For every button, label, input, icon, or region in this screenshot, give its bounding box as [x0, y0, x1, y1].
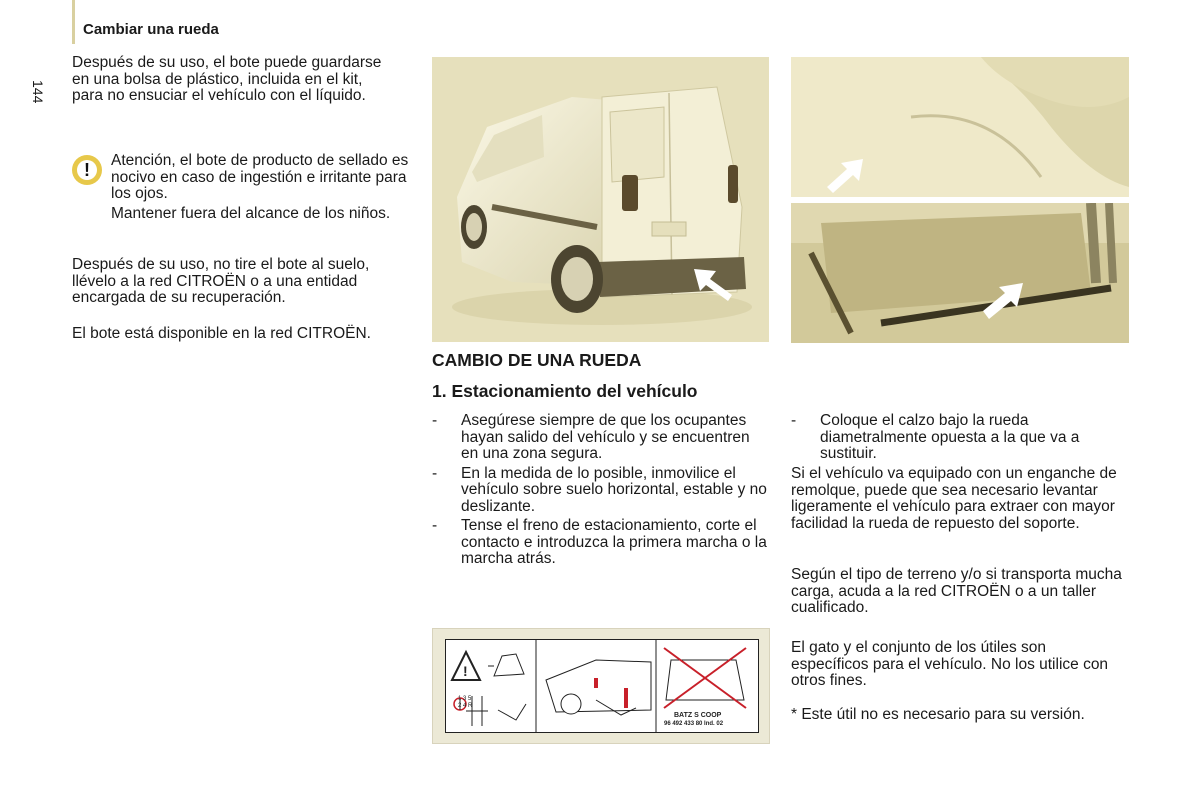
gear-labels: 1 3 5 2 4 R: [458, 696, 473, 709]
list-item: - Tense el freno de estacionamiento, corte el contacto e introduzca la primera marcha o la marcha atrás.: [432, 517, 767, 567]
section-title: Cambiar una rueda: [83, 21, 219, 38]
label-part-number: 96 492 433 80 Ind. 02: [664, 721, 724, 727]
paragraph-availability: El bote está disponible en la red CITROËN.: [72, 325, 371, 342]
section-marker: [72, 0, 75, 44]
subsection-heading: 1. Estacionamiento del vehículo: [432, 381, 698, 401]
svg-text:!: !: [463, 663, 468, 679]
section-heading: CAMBIO DE UNA RUEDA: [432, 350, 642, 370]
carrier-illustration: [791, 203, 1129, 343]
list-item: - Coloque el calzo bajo la rueda diametralmente opuesta a la que va a sustituir.: [791, 412, 1080, 462]
parking-steps-list: [432, 413, 767, 571]
paragraph-jack: El gato y el conjunto de los útiles son específicos para el vehículo. No los utilice con otros fines.: [791, 639, 1109, 689]
footnote: * Este útil no es necesario para su versión.: [791, 706, 1085, 723]
spare-wheel-carrier-image: [791, 203, 1129, 343]
page-number: 144: [30, 80, 46, 104]
warning-note: [111, 153, 411, 222]
paragraph-disposal: Después de su uso, no tire el bote al suelo, llévelo a la red CITROËN o a una entidad encargada de su recuperación.: [72, 256, 370, 306]
chock-step-list: [791, 413, 1121, 466]
list-item: - En la medida de lo posible, inmovilice el vehículo sobre suelo horizontal, estable y no deslizante.: [432, 464, 767, 515]
jack-safety-label-image: [432, 628, 770, 744]
warning-text-children: Mantener fuera del alcance de los niños.: [111, 204, 391, 222]
list-item: - Asegúrese siempre de que los ocupantes hayan salido del vehículo y se encuentren en una zona segura.: [432, 412, 750, 462]
paragraph-terrain: Según el tipo de terreno y/o si transporta mucha carga, acuda a la red CITROËN o a un taller cualificado.: [791, 566, 1122, 616]
label-manufacturer: BATZ S COOP: [674, 712, 722, 719]
paragraph-tow: Si el vehículo va equipado con un enganche de remolque, puede que sea necesario levantar ligeramente el vehículo para extraer con mayor facilidad la rueda de repuesto del soporte.: [791, 465, 1117, 532]
paragraph-bag: Después de su uso, el bote puede guardarse en una bolsa de plástico, incluida en el kit, para no ensuciar el vehículo con el líquido.: [72, 54, 382, 104]
seat-image: [791, 57, 1129, 197]
warning-text: Atención, el bote de producto de sellado es nocivo en caso de ingestión e irritante para los ojos.: [111, 152, 409, 202]
van-rear-image: [432, 57, 769, 342]
label-sticker: [445, 639, 759, 733]
warning-exclamation-icon: !: [72, 155, 102, 185]
seat-illustration: [791, 57, 1129, 197]
van-illustration: [432, 57, 769, 342]
